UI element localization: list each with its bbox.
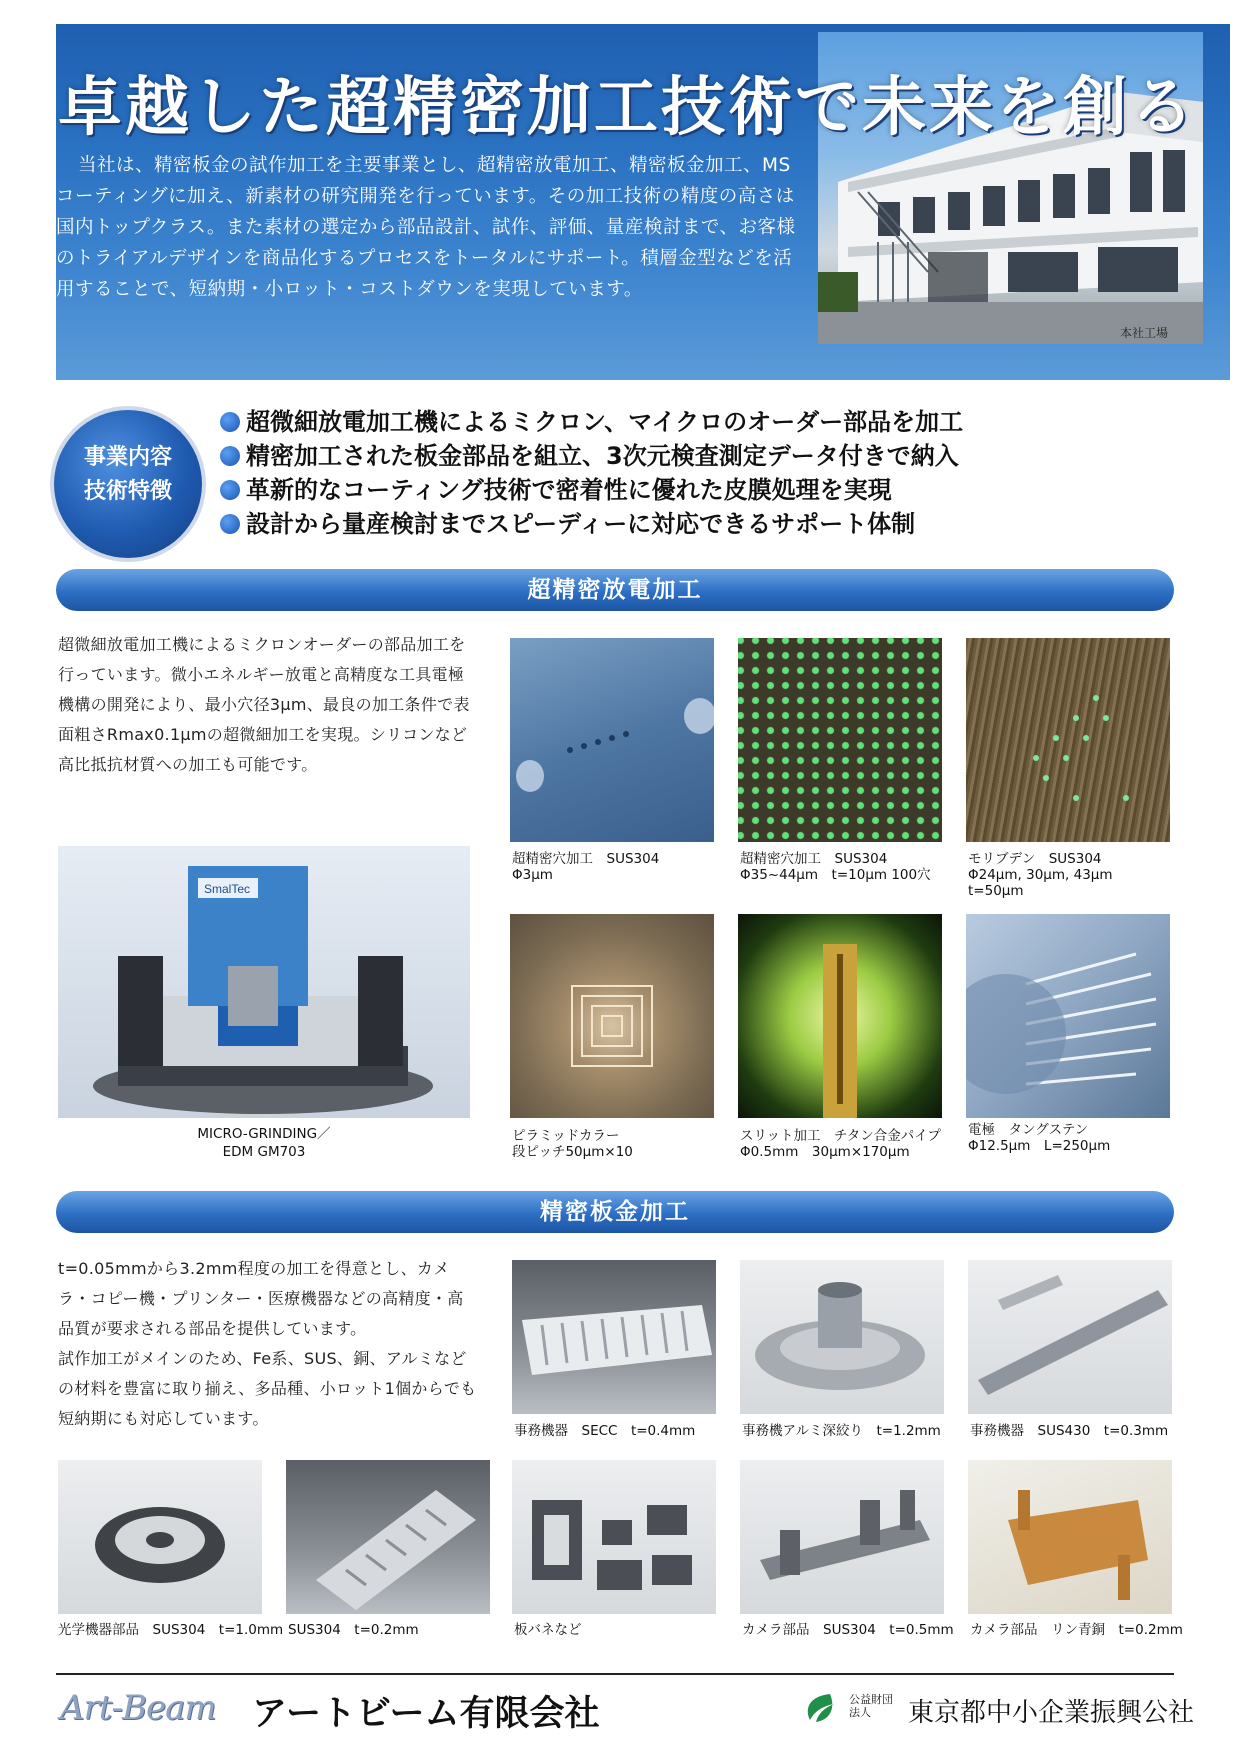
footer-divider: [56, 1673, 1174, 1675]
sheet-photo-sus304-thin: [286, 1460, 490, 1614]
edm-photo-pyramid: [510, 914, 714, 1118]
sheet-metal-description: t=0.05mmから3.2mm程度の加工を得意とし、カメラ・コピー機・プリンター・医療機器などの高精度・高品質が要求される部品を提供しています。 試作加工がメインのため、Fe系、SUS、銅、アルミなどの材料を豊富に取り揃え、多品種、小ロット1個からでも短納期にも対応しています。: [58, 1259, 477, 1428]
sheet-caption-3: 事務機器 SUS430 t=0.3mm: [970, 1423, 1169, 1439]
edm-description: 超微細放電加工機によるミクロンオーダーの部品加工を行っています。微小エネルギー放電と高精度な工具電極機構の開発により、最小穴径3μm、最良の加工条件で表面粗さRmax0.1μmの超微細加工を実現。シリコンなど高比抵抗材質への加工も可能です。: [58, 635, 470, 774]
machine-brand-label: SmalTec: [204, 882, 251, 896]
edm-caption-5a: スリット加工 チタン合金パイプ: [740, 1128, 941, 1144]
edm-photo-electrode-pins: [966, 914, 1170, 1118]
feature-item: 精密加工された板金部品を組立、3次元検査測定データ付きで納入: [220, 436, 959, 471]
sheet-caption-2: 事務機アルミ深絞り t=1.2mm: [742, 1423, 941, 1439]
org-leaf-icon: [800, 1690, 840, 1726]
edm-caption-6b: Φ12.5μm L=250μm: [968, 1138, 1111, 1154]
company-logo: Art-Beam: [60, 1688, 216, 1728]
sheet-caption-7: カメラ部品 SUS304 t=0.5mm: [742, 1622, 954, 1638]
edm-machine-caption-1: MICRO-GRINDING／: [197, 1126, 331, 1142]
bullet-dot-icon: [220, 480, 240, 500]
intro-paragraph: 当社は、精密板金の試作加工を主要事業とし、超精密放電加工、精密板金加工、MSコーティングに加え、新素材の研究開発を行っています。その加工技術の精度の高さは国内トップクラス。また素材の選定から部品設計、試作、評価、量産検討まで、お客様のトライアルデザインを商品化するプロセスをトータルにサポート。積層金型などを活用することで、短納期・小ロット・コストダウンを実現しています。: [56, 155, 796, 300]
sheet-caption-8: カメラ部品 リン青銅 t=0.2mm: [970, 1622, 1183, 1638]
edm-caption-1b: Φ3μm: [512, 867, 553, 883]
page-headline: 卓越した超精密加工技術で未来を創る: [58, 70, 1197, 145]
edm-caption-2a: 超精密穴加工 SUS304: [740, 851, 888, 867]
edm-machine-caption-2: EDM GM703: [222, 1144, 306, 1160]
edm-photo-molybdenum: [966, 638, 1170, 842]
sheet-photo-secc-part: [512, 1260, 716, 1414]
sheet-photo-camera-phosphor-bronze: [968, 1460, 1172, 1614]
feature-item: 革新的なコーティング技術で密着性に優れた皮膜処理を実現: [220, 470, 892, 505]
sheet-photo-aluminum-deepdraw: [740, 1260, 944, 1414]
sheet-photo-leaf-springs: [512, 1460, 716, 1614]
sheet-caption-1: 事務機器 SECC t=0.4mm: [514, 1423, 696, 1439]
edm-caption-2b: Φ35~44μm t=10μm 100穴: [740, 867, 931, 883]
edm-machine-photo: [58, 846, 470, 1118]
edm-caption-3c: t=50μm: [968, 883, 1024, 899]
company-name: アートビーム有限会社: [252, 1694, 600, 1734]
headquarters-caption: 本社工場: [1120, 326, 1169, 340]
sheet-photo-sus430-channel: [968, 1260, 1172, 1414]
edm-caption-5b: Φ0.5mm 30μm×170μm: [740, 1144, 910, 1160]
edm-caption-3a: モリブデン SUS304: [968, 851, 1102, 867]
bullet-dot-icon: [220, 412, 240, 432]
org-name: 東京都中小企業振興公社: [908, 1698, 1195, 1728]
edm-caption-3b: Φ24μm, 30μm, 43μm: [968, 867, 1113, 883]
sheet-photo-camera-sus304: [740, 1460, 944, 1614]
edm-photo-slit-pipe: [738, 914, 942, 1118]
edm-photo-microhole-3um: [510, 638, 714, 842]
edm-caption-6a: 電極 タングステン: [968, 1122, 1089, 1138]
sheet-photo-optical-part: [58, 1460, 262, 1614]
section-title-edm: 超精密放電加工: [56, 569, 1174, 611]
business-badge-line1: 事業内容: [83, 445, 172, 470]
business-badge-line2: 技術特徴: [83, 479, 172, 504]
bullet-dot-icon: [220, 514, 240, 534]
org-type-label: 公益財団法人: [849, 1693, 893, 1719]
sheet-caption-4: 光学機器部品 SUS304 t=1.0mm: [58, 1622, 284, 1638]
sheet-caption-5: SUS304 t=0.2mm: [288, 1622, 419, 1638]
edm-caption-1a: 超精密穴加工 SUS304: [512, 851, 660, 867]
edm-photo-microhole-array: [738, 638, 942, 842]
edm-caption-4b: 段ピッチ50μm×10: [512, 1144, 633, 1160]
sheet-caption-6: 板バネなど: [514, 1622, 582, 1638]
edm-caption-4a: ピラミッドカラー: [512, 1128, 620, 1144]
section-title-sheet-metal: 精密板金加工: [56, 1191, 1174, 1233]
feature-item: 設計から量産検討までスピーディーに対応できるサポート体制: [220, 504, 915, 539]
bullet-dot-icon: [220, 446, 240, 466]
feature-item: 超微細放電加工機によるミクロン、マイクロのオーダー部品を加工: [220, 402, 963, 437]
